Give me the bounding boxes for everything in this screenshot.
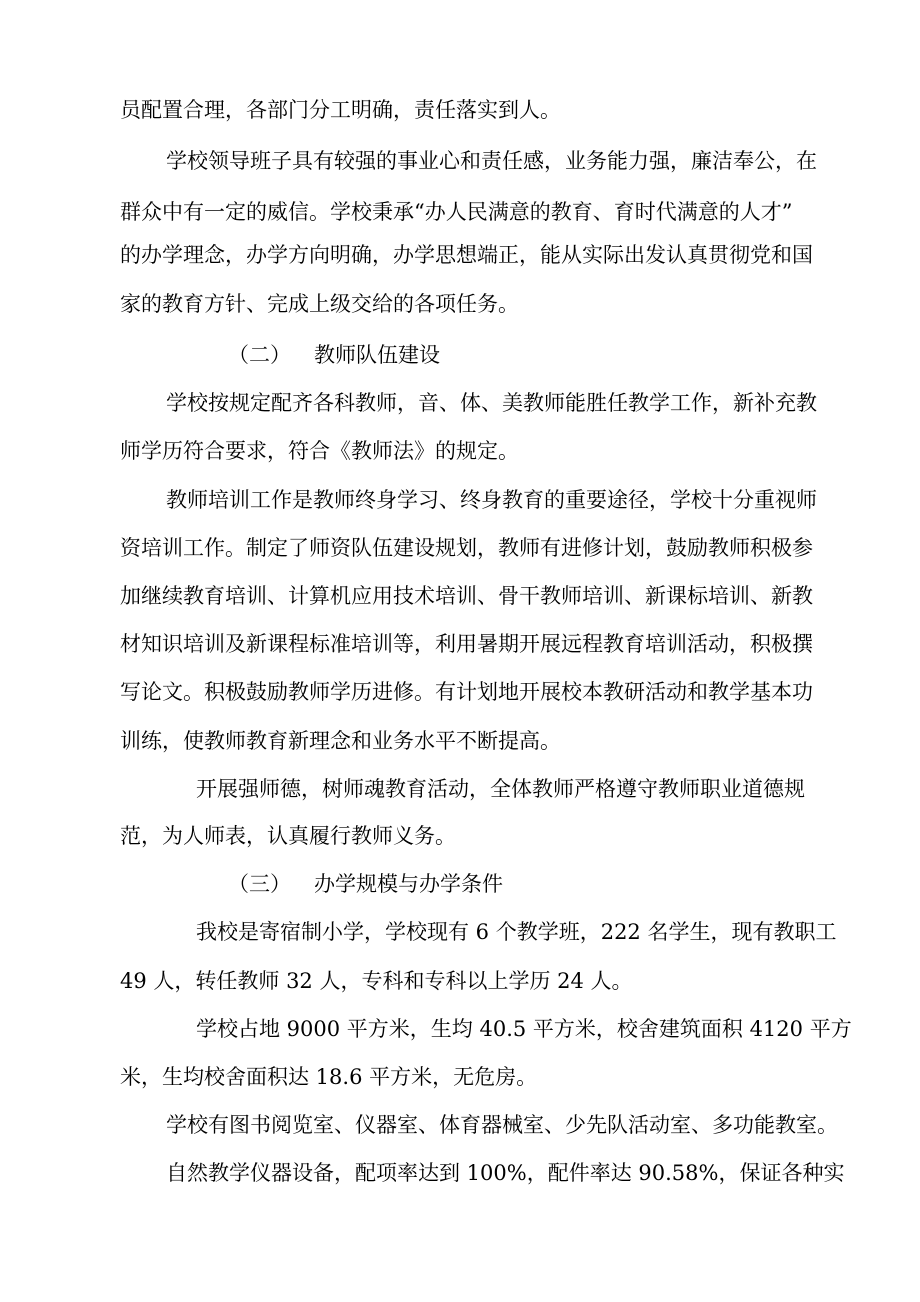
body-line: 米，生均校舍面积达 18.6 平方米，无危房。 xyxy=(120,1065,538,1089)
body-line: 加继续教育培训、计算机应用技术培训、骨干教师培训、新课标培训、新教 xyxy=(120,584,813,608)
body-line: 学校有图书阅览室、仪器室、体育器械室、少先队活动室、多功能教室。 xyxy=(166,1113,838,1137)
body-line: 的办学理念，办学方向明确，办学思想端正，能从实际出发认真贯彻党和国 xyxy=(120,243,813,267)
heading-title: 办学规模与办学条件 xyxy=(314,872,503,896)
heading-number: （三） xyxy=(228,872,291,896)
section-heading-2 xyxy=(228,341,920,369)
body-line: 开展强师德，树师魂教育活动，全体教师严格遵守教师职业道德规 xyxy=(196,777,805,801)
body-line: 员配置合理，各部门分工明确，责任落实到人。 xyxy=(120,98,561,122)
body-line: 49 人，转任教师 32 人，专科和专科以上学历 24 人。 xyxy=(120,969,633,993)
body-line: 学校按规定配齐各科教师，音、体、美教师能胜任教学工作，新补充教 xyxy=(166,391,817,415)
body-line: 写论文。积极鼓励教师学历进修。有计划地开展校本教研活动和教学基本功 xyxy=(120,680,813,704)
body-line: 群众中有一定的威信。学校秉承“办人民满意的教育、育时代满意的人才” xyxy=(120,200,793,224)
section-heading-3 xyxy=(228,870,920,898)
body-line: 学校占地 9000 平方米，生均 40.5 平方米，校舍建筑面积 4120 平方 xyxy=(196,1017,852,1041)
heading-title: 教师队伍建设 xyxy=(314,343,440,367)
body-line: 教师培训工作是教师终身学习、终身教育的重要途径，学校十分重视师 xyxy=(166,488,817,512)
body-line: 资培训工作。制定了师资队伍建设规划，教师有进修计划，鼓励教师积极参 xyxy=(120,536,813,560)
body-line: 训练，使教师教育新理念和业务水平不断提高。 xyxy=(120,729,561,753)
body-line: 材知识培训及新课程标准培训等，利用暑期开展远程教育培训活动，积极撰 xyxy=(120,632,813,656)
body-line: 学校领导班子具有较强的事业心和责任感，业务能力强，廉洁奉公，在 xyxy=(166,149,817,173)
body-line: 家的教育方针、完成上级交给的各项任务。 xyxy=(120,292,519,316)
body-line: 师学历符合要求，符合《教师法》的规定。 xyxy=(120,439,519,463)
body-line: 自然教学仪器设备，配项率达到 100%，配件率达 90.58%，保证各种实 xyxy=(166,1161,845,1185)
body-line: 范，为人师表，认真履行教师义务。 xyxy=(120,824,456,848)
heading-number: （二） xyxy=(228,343,291,367)
body-line: 我校是寄宿制小学，学校现有 6 个教学班，222 名学生，现有教职工 xyxy=(196,920,837,944)
